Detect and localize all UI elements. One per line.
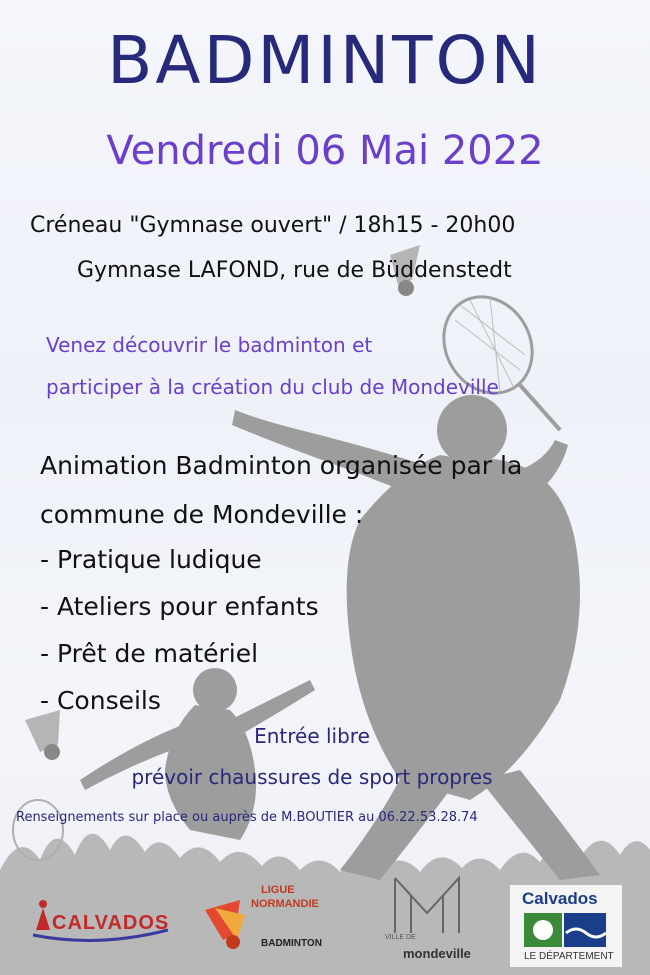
- ligue-top-text: LIGUE: [261, 884, 295, 896]
- invite-line-2: participer à la création du club de Mondeville: [46, 375, 499, 399]
- calvados-departement-logo: [510, 885, 622, 967]
- list-item: - Prêt de matériel: [40, 639, 259, 668]
- invite-line-1: Venez découvrir le badminton et: [46, 333, 373, 357]
- ville-name-text: mondeville: [403, 946, 471, 961]
- calvados-logo-text: CALVADOS: [52, 912, 170, 934]
- ligue-mid-text: NORMANDIE: [251, 898, 319, 910]
- mondeville-emblem-icon: [385, 868, 470, 943]
- animation-line-2: commune de Mondeville :: [40, 500, 364, 529]
- shoes-note: prévoir chaussures de sport propres: [131, 765, 493, 789]
- entry-line: Entrée libre: [254, 724, 370, 748]
- ville-mondeville-logo: [385, 868, 470, 968]
- apple-wave-icon: [510, 909, 622, 951]
- dept-sub-text: LE DÉPARTEMENT: [524, 951, 614, 962]
- animation-line-1: Animation Badminton organisée par la: [40, 451, 523, 480]
- event-date: Vendredi 06 Mai 2022: [106, 128, 544, 174]
- schedule-line: Créneau "Gymnase ouvert" / 18h15 - 20h00: [30, 213, 516, 238]
- calvados-badminton-logo: [28, 890, 173, 950]
- list-item: - Conseils: [40, 686, 161, 715]
- ville-small-text: VILLE DE: [385, 934, 416, 941]
- ligue-normandie-logo: [195, 880, 340, 960]
- list-item: - Pratique ludique: [40, 545, 262, 574]
- poster-title: BADMINTON: [107, 22, 543, 99]
- list-item: - Ateliers pour enfants: [40, 592, 319, 621]
- venue-line: Gymnase LAFOND, rue de Büddenstedt: [77, 258, 512, 283]
- dept-name-text: Calvados: [522, 889, 598, 908]
- contact-info: Renseignements sur place ou auprès de M.BOUTIER au 06.22.53.28.74: [16, 810, 478, 825]
- ligue-bottom-text: BADMINTON: [261, 938, 322, 949]
